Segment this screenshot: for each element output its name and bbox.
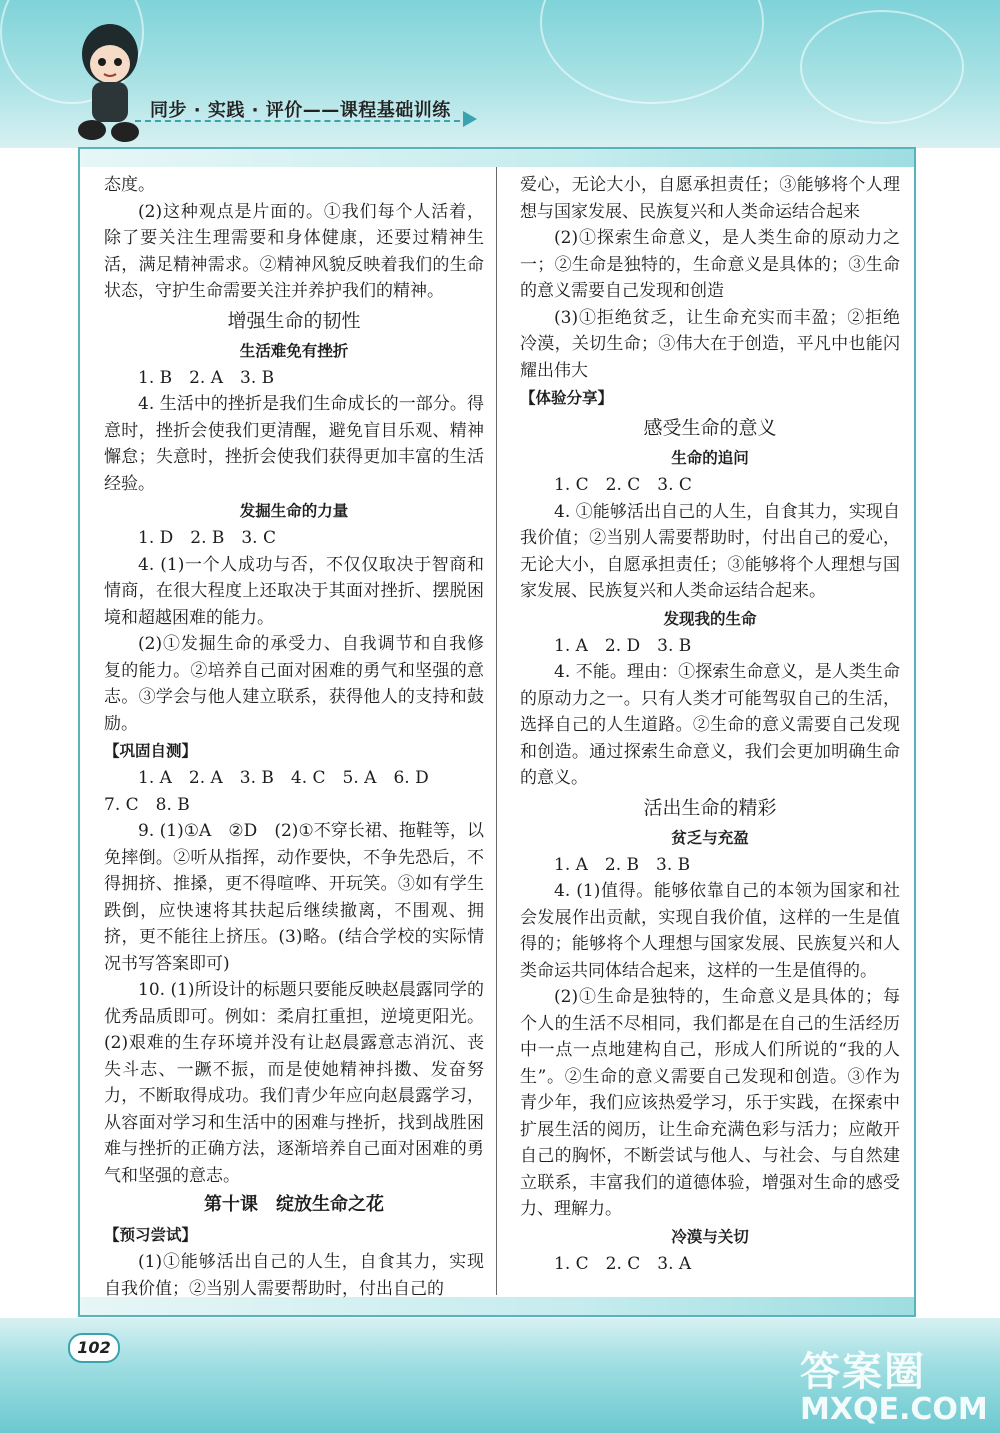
answer-paragraph: (1)①能够活出自己的人生，自食其力，实现自我价值；②当别人需要帮助时，付出自己的 xyxy=(104,1252,484,1299)
answer-paragraph: 1. C 2. C 3. C xyxy=(554,475,692,495)
answer-paragraph: 4. 生活中的挫折是我们生命成长的一部分。得意时，挫折会使我们更清醒，避免盲目乐观、精神懈怠；失意时，挫折会使我们获得更加丰富的生活经验。 xyxy=(104,394,484,494)
topic-heading: 活出生命的精彩 xyxy=(643,796,777,819)
frame-top-strip xyxy=(80,149,914,167)
answer-paragraph: 4. ①能够活出自己的人生，自食其力，实现自我价值；②当别人需要帮助时，付出自己的爱心，无论大小，自愿承担责任；③能够将个人理想与国家发展、民族复兴和人类命运结合起来。 xyxy=(520,501,900,601)
topic-heading: 增强生命的韧性 xyxy=(227,309,361,332)
column-divider xyxy=(496,167,497,1295)
watermark-logo: 答案圈 xyxy=(800,1349,926,1395)
header-banner xyxy=(0,0,1000,148)
answer-paragraph: 1. A 2. D 3. B xyxy=(554,635,692,656)
answer-paragraph: 1. B 2. A 3. B xyxy=(138,367,275,388)
subtopic-heading: 贫乏与充盈 xyxy=(671,828,749,847)
topic-heading: 感受生命的意义 xyxy=(643,417,777,439)
section-label: 【预习尝试】 xyxy=(104,1226,198,1244)
page-number: 102 xyxy=(68,1333,120,1363)
answer-paragraph: (3)①拒绝贫乏，让生命充实而丰盈；②拒绝冷漠，关切生命；③伟大在于创造，平凡中也能闪耀出伟大 xyxy=(520,307,900,381)
section-label: 【体验分享】 xyxy=(520,389,614,407)
answer-paragraph: 9. (1)①A ②D (2)①不穿长裙、拖鞋等，以免摔倒。②听从指挥，动作要快，不争先恐后，不得拥挤、推搡，更不得喧哗、开玩笑。③如有学生跌倒，应快速将其扶起后继续撤离，不围观、拥挤，更不能往上挤压。(3)略。(结合学校的实际情况书写答案即可) xyxy=(104,821,484,974)
answer-paragraph: 1. A 2. B 3. B xyxy=(554,854,691,875)
subtopic-heading: 生命的追问 xyxy=(671,449,749,467)
answer-paragraph: 4. (1)值得。能够依靠自己的本领为国家和社会发展作出贡献，实现自我价值，这样的一生是值得的；能够将个人理想与国家发展、民族复兴和人类命运共同体结合起来，这样的一生是值得的。 xyxy=(520,881,900,981)
answer-paragraph: 1. A 2. A 3. B 4. C 5. A 6. D xyxy=(138,768,429,788)
section-label: 【巩固自测】 xyxy=(104,742,198,760)
lesson-title: 第十课 绽放生命之花 xyxy=(204,1194,384,1215)
answer-text: 态度。 xyxy=(104,175,155,195)
subtopic-heading: 冷漠与关切 xyxy=(671,1227,749,1246)
answer-paragraph: 10. (1)所设计的标题只要能反映赵晨露同学的优秀品质即可。例如：柔肩扛重担，逆境更阳光。(2)艰难的生存环境并没有让赵晨露意志消沉、丧失斗志、一蹶不振，而是使她精神抖擞、发奋努力，不断取得成功。我们青少年应向赵晨露学习，从容面对学习和生活中的困难与挫折，找到战胜困难与挫折的正确方法，逐渐培养自己面对困难的勇气和坚强的意志。 xyxy=(104,980,484,1186)
answer-paragraph: 4. (1)一个人成功与否，不仅仅取决于智商和情商，在很大程度上还取决于其面对挫折、摆脱困境和超越困难的能力。 xyxy=(104,554,484,628)
right-column xyxy=(520,172,900,1277)
answer-text: 爱心，无论大小，自愿承担责任；③能够将个人理想与国家发展、民族复兴和人类命运结合起来 xyxy=(520,175,900,222)
subtopic-heading: 生活难免有挫折 xyxy=(239,341,349,360)
answer-paragraph: 1. D 2. B 3. C xyxy=(138,528,277,548)
watermark xyxy=(800,1340,988,1430)
answer-paragraph: (2)①探索生命意义，是人类生命的原动力之一；②生命是独特的，生命意义是具体的；③生命的意义需要自己发现和创造 xyxy=(520,228,900,301)
header-arrow-icon xyxy=(463,111,477,127)
mascot-image xyxy=(70,12,150,152)
answer-paragraph: (2)①生命是独特的，生命意义是具体的；每个人的生活不尽相同，我们都是在自己的生活经历中一点一点地建构自己，形成人们所说的“我的人生”。②生命的意义需要自己发现和创造。③作为青少年，我们应该热爱学习，乐于实践，在探索中扩展生活的阅历，让生命充满色彩与活力；应敞开自己的胸怀，不断尝试与他人、与社会、与自然建立联系，丰富我们的道德体验，增强对生命的感受力、理解力。 xyxy=(520,987,900,1219)
header-dashed-line xyxy=(135,120,470,122)
answer-paragraph: (2)①发掘生命的承受力、自我调节和自我修复的能力。②培养自己面对困难的勇气和坚强的意志。③学会与他人建立联系，获得他人的支持和鼓励。 xyxy=(104,634,484,734)
subtopic-heading: 发现我的生命 xyxy=(663,609,757,628)
left-column xyxy=(104,172,484,1302)
watermark-url: MXQE.COM xyxy=(800,1392,988,1427)
answer-text: 7. C 8. B xyxy=(104,794,190,815)
subtopic-heading: 发掘生命的力量 xyxy=(239,502,349,520)
answer-paragraph: (2)这种观点是片面的。①我们每个人活着，除了要关注生理需要和身体健康，还要过精神生活，满足精神需求。②精神风貌反映着我们的生命状态，守护生命需要关注并养护我们的精神。 xyxy=(104,201,484,301)
header-title: 同步 · 实践 · 评价——课程基础训练 xyxy=(150,100,451,121)
answer-paragraph: 4. 不能。理由：①探索生命意义，是人类生命的原动力之一。只有人类才可能驾驭自己的生活，选择自己的人生道路。②生命的意义需要自己发现和创造。通过探索生命意义，我们会更加明确生命的意义。 xyxy=(520,662,900,788)
answer-paragraph: 1. C 2. C 3. A xyxy=(554,1253,692,1274)
